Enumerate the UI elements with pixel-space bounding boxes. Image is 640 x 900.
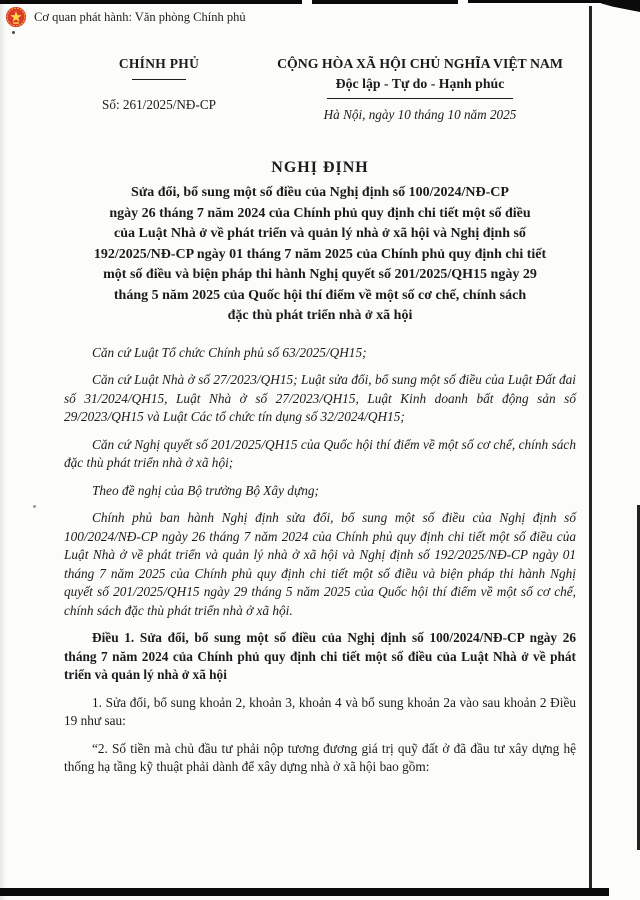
scan-edge-top-segment [0, 0, 302, 4]
preamble-paragraph: Căn cứ Nghị quyết số 201/2025/QH15 của Quốc hội thí điểm về một số cơ chế, chính sách đặc thù phát triển nhà ở xã hội; [64, 436, 576, 471]
preamble-paragraph: Theo đề nghị của Bộ trưởng Bộ Xây dựng; [92, 482, 319, 498]
subject-line: tháng 5 năm 2025 của Quốc hội thí điểm về một số cơ chế, chính sách [113, 287, 527, 303]
subject-line: đặc thù phát triển nhà ở xã hội [227, 308, 413, 324]
preamble-paragraph: Căn cứ Luật Tổ chức Chính phủ số 63/2025/QH15; [92, 344, 367, 360]
subject-line: một số điều và biện pháp thi hành Nghị quyết số 201/2025/QH15 ngày 29 [103, 267, 537, 283]
scan-edge-top-segment [312, 0, 458, 4]
header-national-block [264, 50, 576, 123]
scan-edge-bottom-bar [0, 888, 609, 896]
national-title: CỘNG HÒA XÃ HỘI CHỦ NGHĨA VIỆT NAM [277, 56, 563, 71]
issuer-divider [132, 79, 186, 80]
preamble-paragraph: Chính phủ ban hành Nghị định sửa đổi, bổ sung một số điều của Nghị định số 100/2024/NĐ-CP ngày 26 tháng 7 năm 2024 của Chính phủ quy định chi tiết một số điều của Luật Nhà ở về phát triển và quản lý nhà ở xã hội và Nghị định số 192/2025/NĐ-CP ngày 01 tháng 7 năm 2025 của Chính phủ quy định chi tiết một số điều và biện pháp thi hành Nghị quyết số 201/2025/QH15 ngày 29 tháng 5 năm 2025 của Quốc hội thí điểm về một số cơ chế, chính sách đặc thù phát triển nhà ở xã hội. [64, 510, 576, 618]
scan-page-edge-line [589, 6, 592, 890]
vietnam-national-emblem-icon [5, 6, 27, 28]
subject-line: 192/2025/NĐ-CP ngày 01 tháng 7 năm 2025 của Chính phủ quy định chi tiết [93, 246, 547, 262]
document-type-title: NGHỊ ĐỊNH [271, 159, 369, 177]
place-and-date: Hà Nội, ngày 10 tháng 10 năm 2025 [323, 107, 517, 123]
document-header [64, 50, 576, 123]
scan-corner-artifact [601, 0, 640, 12]
scan-dot-artifact [12, 31, 15, 34]
document-subject [64, 183, 576, 327]
article-paragraph: 1. Sửa đổi, bổ sung khoản 2, khoản 3, khoản 4 và bổ sung khoản 2a vào sau khoản 2 Điều 19 như sau: [64, 694, 576, 729]
national-motto: Độc lập - Tự do - Hạnh phúc [335, 76, 505, 91]
publisher-bar [5, 6, 246, 28]
motto-divider [327, 98, 513, 99]
document-number: Số: 261/2025/NĐ-CP [102, 97, 216, 113]
publisher-label: Cơ quan phát hành: Văn phòng Chính phủ [34, 9, 246, 24]
issuer-name: CHÍNH PHỦ [118, 56, 200, 71]
preamble-section [64, 344, 576, 621]
scan-edge-top-segment [468, 0, 602, 3]
scan-speck-artifact [33, 505, 36, 508]
article-paragraph: “2. Số tiền mà chủ đầu tư phải nộp tương đương giá trị quỹ đất ở đã đầu tư xây dựng hệ thống hạ tầng kỹ thuật phải dành để xây dựng nhà ở xã hội bao gồm: [64, 740, 576, 775]
article-1-heading: Điều 1. Sửa đổi, bổ sung một số điều của Nghị định số 100/2024/NĐ-CP ngày 26 tháng 7 năm 2024 của Chính phủ quy định chi tiết một số điều của Luật Nhà ở về phát triển và quản lý nhà ở xã hội [64, 630, 576, 683]
preamble-paragraph: Căn cứ Luật Nhà ở số 27/2023/QH15; Luật sửa đổi, bổ sung một số điều của Luật Đất đai số 31/2024/QH15, Luật Nhà ở số 27/2023/QH15, Luật Kinh doanh bất động sản số 29/2023/QH15 và Luật Các tổ chức tín dụng số 32/2024/QH15; [64, 372, 576, 425]
articles-section [64, 629, 576, 777]
document-content [64, 50, 576, 777]
subject-line: của Luật Nhà ở về phát triển và quản lý nhà ở xã hội và Nghị định số [114, 226, 526, 242]
subject-line: Sửa đổi, bổ sung một số điều của Nghị định số 100/2024/NĐ-CP [131, 185, 509, 201]
subject-line: ngày 26 tháng 7 năm 2024 của Chính phủ quy định chi tiết một số điều [109, 205, 531, 221]
header-issuer-block [64, 50, 254, 113]
